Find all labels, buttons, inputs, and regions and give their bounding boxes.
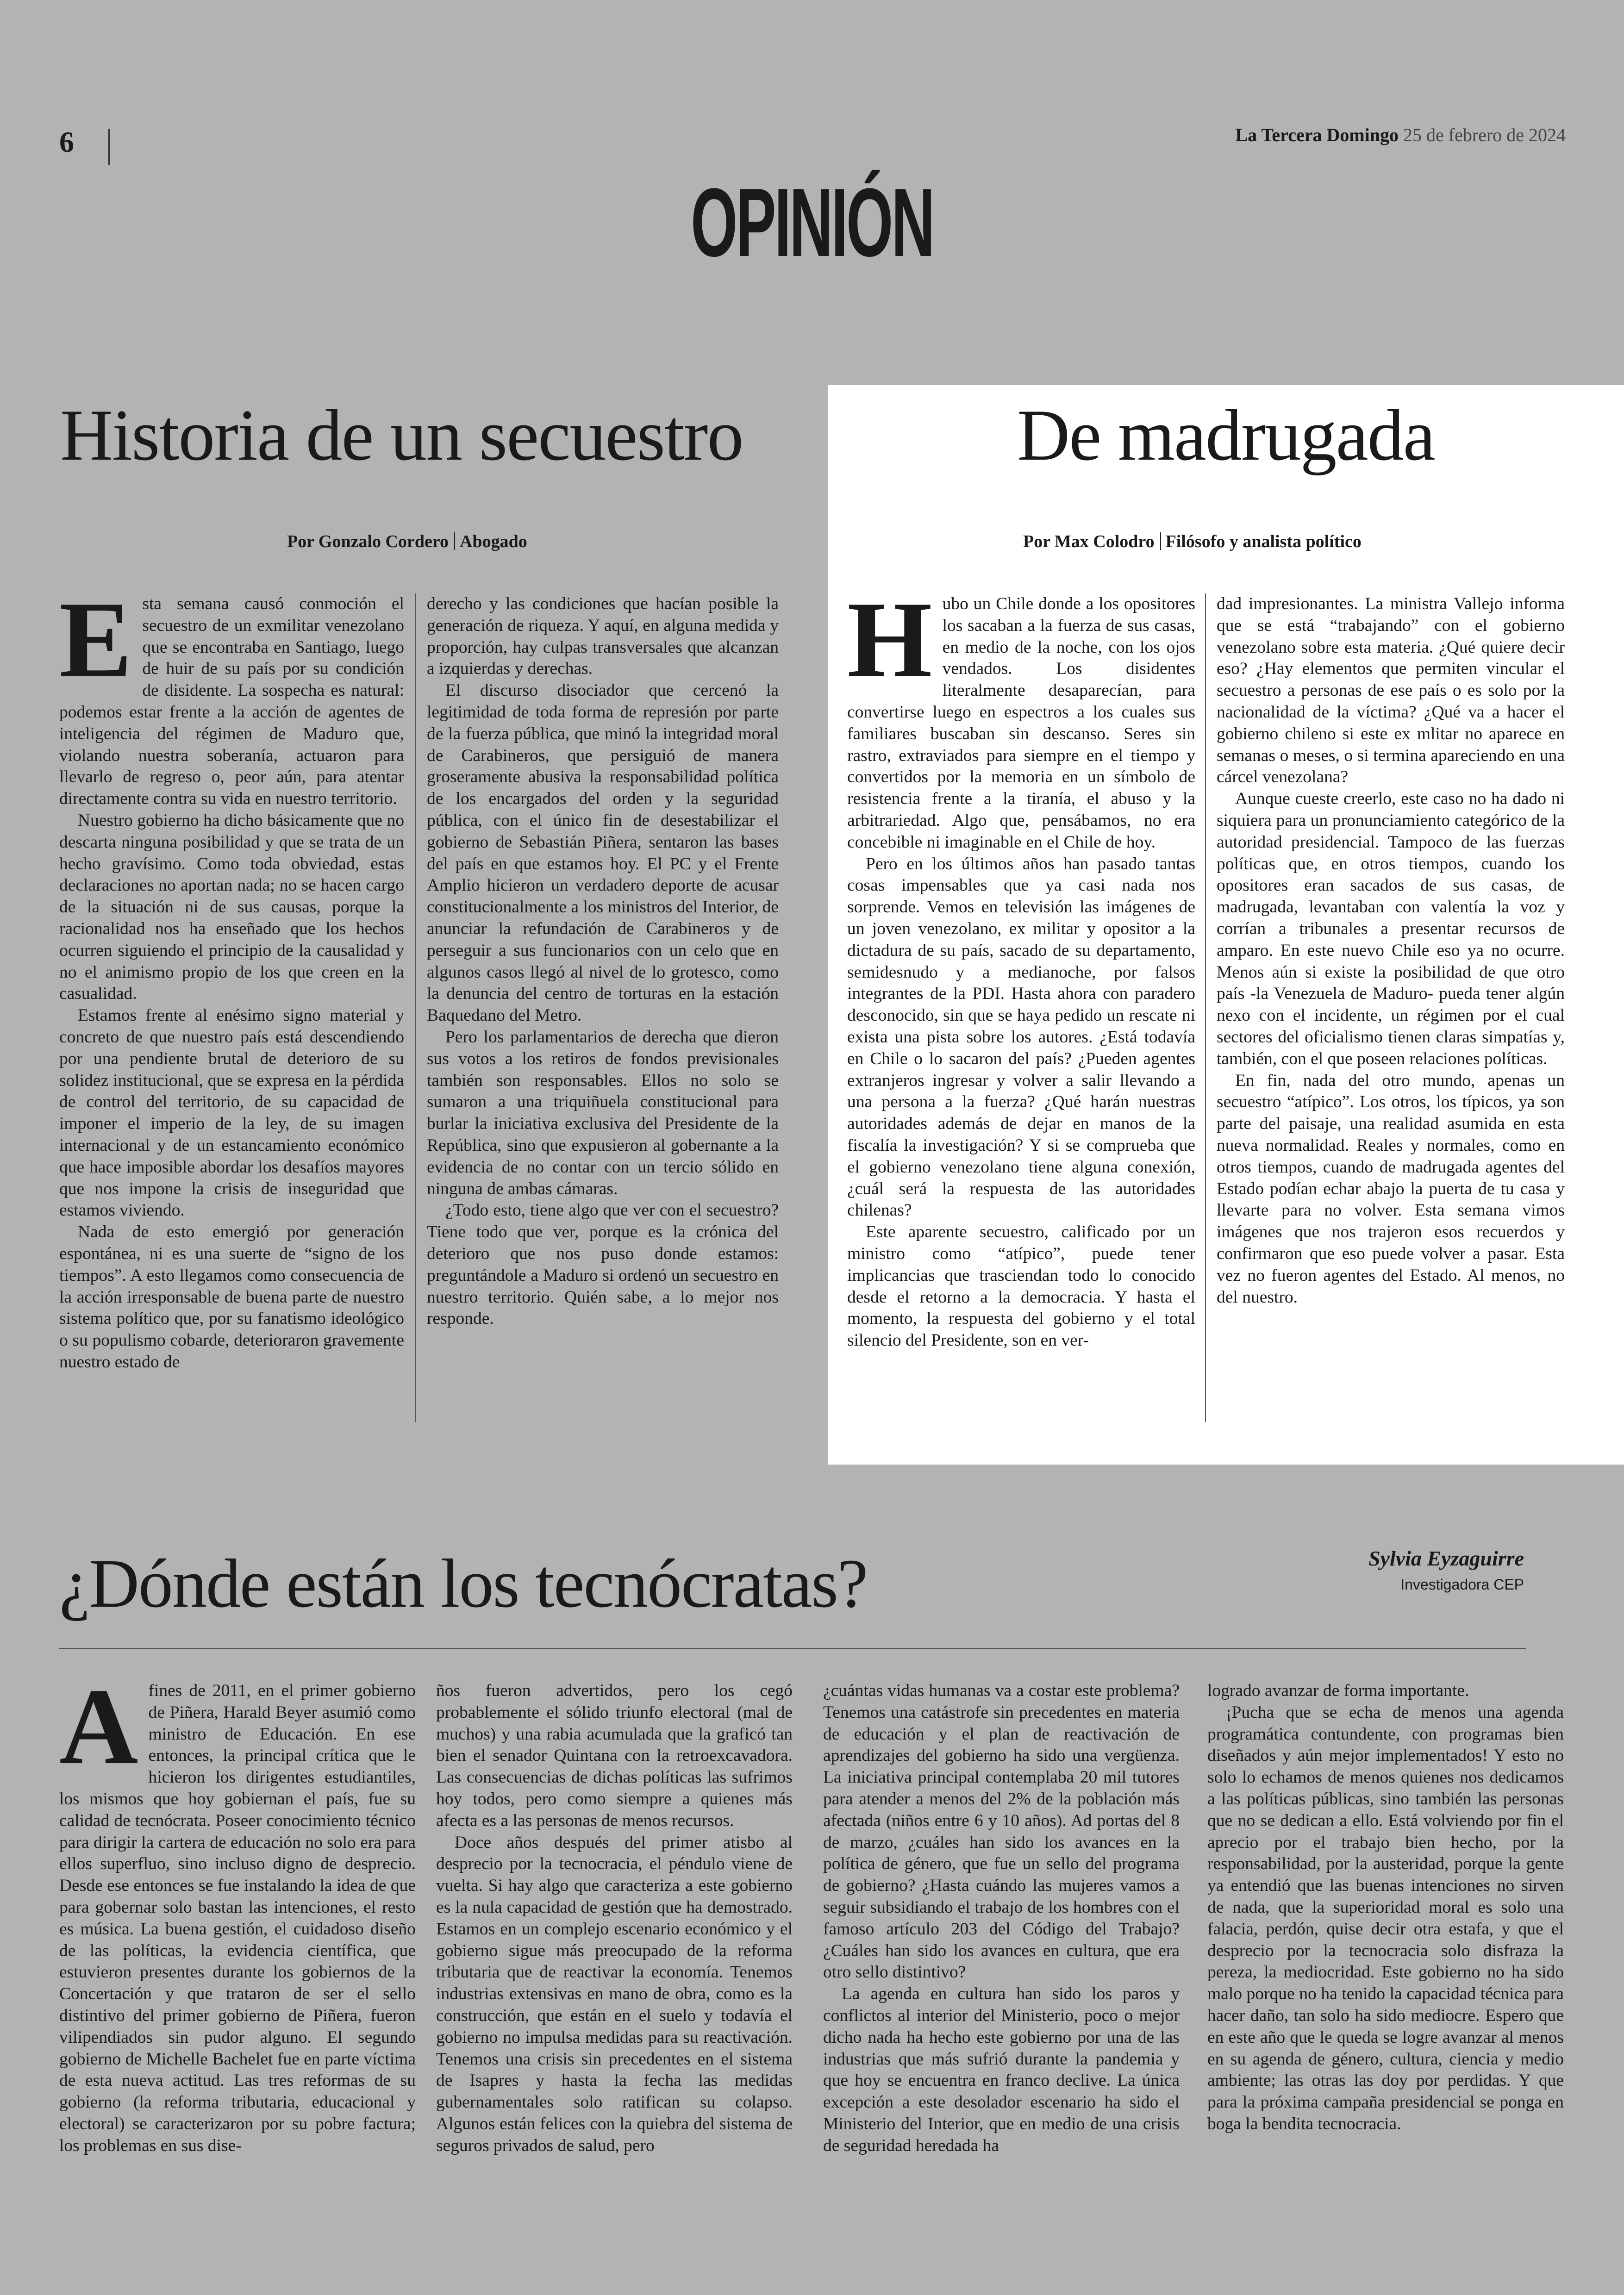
article-3-column-2 (436, 1680, 793, 2171)
paragraph: derecho y las condiciones que hacían posible la generación de riqueza. Y aquí, en alguna medida y proporción, hay culpas transversales que alcanzan a izquierdas y derechas. (427, 594, 779, 679)
masthead (1235, 124, 1566, 146)
article-3-rule (59, 1648, 1526, 1649)
page-number: 6 (59, 125, 74, 158)
paragraph: ños fueron advertidos, pero los cegó probablemente el sólido triunfo electoral (mal de muchos) y una rabia acumulada que la graficó tan bien el senador Quintana con la retroexcavadora. Las consecuencias de dichas políticas las sufrimos hoy todos, pero como siempre a quienes más afecta es a las personas de menos recursos. (436, 1681, 793, 1830)
article-2-role: Filósofo y analista político (1165, 532, 1362, 551)
paragraph: El discurso disociador que cercenó la legitimidad de toda forma de represión por parte de la fuerza pública, que minó la integridad moral de Carabineros, que persiguió de manera groseramente abusiva la responsabilidad política de los encargados del orden y la seguridad pública, con el único fin de desestabilizar el gobierno de Sebastián Piñera, sentaron las bases del país en que estamos hoy. El PC y el Frente Amplio hicieron un verdadero deporte de acusar constitucionalmente a los ministros del Interior, de anunciar la refundación de Carabineros y de perseguir a sus funcionarios con un celo que en algunos casos llegó al nivel de lo grotesco, como la denuncia del centro de torturas en la estación Baquedano del Metro. (427, 681, 779, 1025)
paragraph: La agenda en cultura han sido los paros y conflictos al interior del Ministerio, poco o mejor dicho nada ha hecho este gobierno por una de las industrias que más sufrió durante la pandemia y que hoy se encuentra en franco declive. La única excepción a este desolador escenario ha sido el Ministerio del Interior, que en medio de una crisis de seguridad heredada ha (823, 1984, 1180, 2155)
article-3-headline: ¿Dónde están los tecnócratas? (59, 1545, 868, 1622)
paragraph: logrado avanzar de forma importante. (1207, 1681, 1469, 1700)
article-2-column-1 (847, 593, 1195, 1427)
page-number-divider (108, 129, 110, 165)
masthead-name: La Tercera Domingo (1235, 125, 1399, 145)
paragraph: Aunque cueste creerlo, este caso no ha dado ni siquiera para un pronunciamiento categórico de la autoridad presidencial. Tampoco de las fuerzas políticas que, en otros tiempos, cuando los opositores eran sacados de sus casas, de madrugada, levantaban con valentía la voz y corrían a tribunales a presentar recursos de amparo. En este nuevo Chile eso ya no ocurre. Menos aún si existe la posibilidad de que otro país -la Venezuela de Maduro- pueda tener algún nexo con el incidente, un régimen por el cual sectores del oficialismo tienen claras simpatías y, también, con el que poseen relaciones políticas. (1217, 789, 1565, 1068)
paragraph: Nada de esto emergió por generación espontánea, ni es una suerte de “signo de los tiempos”. A esto llegamos como consecuencia de la acción irresponsable de buena parte de nuestro sistema político que, por su fanatismo ideológico o su populismo cobarde, deterioraron gravemente nuestro estado de (59, 1222, 404, 1372)
article-1-column-2 (427, 593, 779, 1427)
article-1-role: Abogado (460, 532, 527, 551)
paragraph: sta semana causó conmoción el secuestro de un exmilitar venezolano que se encontraba en Santiago, luego de huir de su país por su condición de disidente. La sospecha es natural: podemos estar frente a la acción de agentes de inteligencia del régimen de Maduro que, violando nuestra soberanía, actuaron para llevarlo de regreso o, peor aún, para atentar directamente contra su vida en nuestro territorio. (59, 594, 404, 809)
paragraph: Pero los parlamentarios de derecha que dieron sus votos a los retiros de fondos previsionales también son responsables. Ellos no solo se sumaron a una triquiñuela constitucional para burlar la iniciativa exclusiva del Presidente de la República, sino que expusieron al gobernante a la evidencia de no contar con un tercio sólido en ninguna de ambas cámaras. (427, 1027, 779, 1198)
byline-divider (454, 532, 455, 550)
article-2-column-1-text (847, 593, 1195, 1352)
masthead-date: 25 de febrero de 2024 (1403, 125, 1566, 145)
article-1-author: Por Gonzalo Cordero (287, 532, 449, 551)
article-2-headline: De madrugada (1017, 395, 1435, 476)
paragraph: Estamos frente al enésimo signo material y concreto de que nuestro país está descendiendo por una pendiente brutal de deterioro de su solidez institucional, que se expresa en la pérdida de control del territorio, de su capacidad de imponer el imperio de la ley, de su imagen internacional y de un estancamiento económico que hace imposible abordar los desafíos mayores que nos impone la crisis de inseguridad que estamos viviendo. (59, 1006, 404, 1220)
paragraph: Nuestro gobierno ha dicho básicamente que no descarta ninguna posibilidad y que se trata de un hecho gravísimo. Como toda obviedad, estas declaraciones no aportan nada; no se hacen cargo de la situación ni de sus causas, porque la racionalidad nos ha enseñado que los hechos ocurren siguiendo el principio de la causalidad y no el animismo propio de los que creen en la casualidad. (59, 811, 404, 1004)
paragraph: ¿cuántas vidas humanas va a costar este problema? Tenemos una catástrofe sin precedentes en materia de educación y el plan de reactivación de aprendizajes del gobierno ha sido una vergüenza. La iniciativa principal contemplaba 20 mil tutores para atender a menos del 2% de la población más afectada (niños entre 6 y 10 años). Ad portas del 8 de marzo, ¿cuáles han sido los avances en la política de género, que fue un sello del programa de gobierno? ¿Hasta cuándo las mujeres vamos a seguir subsidiando el trabajo de los hombres con el famoso artículo 203 del Código del Trabajo? ¿Cuáles han sido los avances en cultura, que era otro sello distintivo? (823, 1681, 1180, 1982)
article-2-byline (1023, 531, 1362, 552)
article-3-column-3 (823, 1680, 1180, 2171)
article-2-column-2 (1217, 593, 1565, 1427)
paragraph: ¡Pucha que se echa de menos una agenda programática contundente, con programas bien diseñados y aún mejor implementados! Y esto no solo lo echamos de menos quienes nos dedicamos a las políticas públicas, sino también las personas que no se dedican a ello. Está volviendo por fin el aprecio por el trabajo bien hecho, por la responsabilidad, por la austeridad, porque la gente ya entendió que las buenas intenciones no sirven de nada, que la superioridad moral es solo una falacia, perdón, quise decir otra estafa, y que el desprecio por la tecnocracia solo disfraza la pereza, la mediocridad. Este gobierno no ha sido malo porque no ha tenido la capacidad técnica para hacer daño, tan solo ha sido mediocre. Espero que en este año que le queda se logre avanzar al menos en su agenda de género, cultura, ciencia y medio ambiente; las otras las doy por perdidas. Y que para la próxima campaña presidencial se ponga en boga la bendita tecnocracia. (1207, 1703, 1564, 2133)
paragraph: fines de 2011, en el primer gobierno de Piñera, Harald Beyer asumió como ministro de Educación. En ese entonces, la principal crítica que le hicieron los dirigentes estudiantiles, los mismos que hoy gobiernan el país, fue su calidad de tecnócrata. Poseer conocimiento técnico para dirigir la cartera de educación no solo era para ellos superfluo, sino incluso digno de desprecio. Desde ese entonces se fue instalando la idea de que para gobernar solo bastan las intenciones, el resto es música. La buena gestión, el cuidadoso diseño de las políticas, la evidencia científica, que estuvieron presentes durante los gobiernos de la Concertación y que trataron de ser el sello distintivo del primer gobierno de Piñera, fueron vilipendiados sin pudor alguno. El segundo gobierno de Michelle Bachelet fue en parte víctima de esta nueva actitud. Las tres reformas de su gobierno (la reforma tributaria, educacional y electoral) se caracterizaron por su pobre factura; los problemas en sus dise- (59, 1681, 416, 2155)
article-3-author: Sylvia Eyzaguirre (1368, 1547, 1524, 1570)
paragraph: Este aparente secuestro, calificado por un ministro como “atípico”, puede tener implicancias que trasciendan todo lo conocido desde el retorno a la democracia. Y hasta el momento, la respuesta del gobierno y el total silencio del Presidente, son en ver- (847, 1222, 1195, 1350)
article-1-dropcap: E (59, 593, 132, 700)
article-1-column-1-text (59, 593, 404, 1373)
paragraph: Doce años después del primer atisbo al desprecio por la tecnocracia, el péndulo viene de vuelta. Si hay algo que caracteriza a este gobierno es la nula capacidad de gestión que ha demostrado. Estamos en un complejo escenario económico y el gobierno sigue más preocupado de la reforma tributaria que de reactivar la economía. Tenemos industrias extensivas en mano de obra, como es la construcción, que están en el suelo y todavía el gobierno no impulsa medidas para su reactivación. Tenemos una crisis sin precedentes en el sistema de Isapres y hasta la fecha las medidas gubernamentales solo ratifican su colapso. Algunos están felices con la quiebra del sistema de seguros privados de salud, pero (436, 1833, 793, 2155)
paragraph: ubo un Chile donde a los opositores los sacaban a la fuerza de sus casas, en medio de la noche, con los ojos vendados. Los disidentes literalmente desaparecían, para convertirse luego en espectros a los cuales sus familiares buscaban sin descanso. Seres sin rastro, extraviados para siempre en el tiempo y convertidos por la memoria en un símbolo de resistencia frente a la tiranía, el abuso y la arbitrariedad. Algo que, pensábamos, no era concebible ni imaginable en el Chile de hoy. (847, 594, 1195, 852)
paragraph: ¿Todo esto, tiene algo que ver con el secuestro? Tiene todo que ver, porque es la crónica del deterioro que nos puso donde estamos: preguntándole a Maduro si ordenó un secuestro en nuestro territorio. Quién sabe, a lo mejor nos responde. (427, 1201, 779, 1328)
column-divider (415, 593, 416, 1422)
section-title: OPINIÓN (691, 168, 933, 277)
paragraph: En fin, nada del otro mundo, apenas un secuestro “atípico”. Los otros, los típicos, ya son parte del paisaje, una realidad asumida en esta nueva normalidad. Reales y normales, como en otros tiempos, cuando de madrugada agentes del Estado podían echar abajo la puerta de tu casa y llevarte para no volver. Esta semana vimos imágenes que nos trajeron esos recuerdos y confirmaron que eso puede volver a pasar. Esta vez no fueron agentes del Estado. Al menos, no del nuestro. (1217, 1071, 1565, 1307)
article-3-column-1 (59, 1680, 416, 2171)
article-1-byline (287, 531, 527, 552)
article-1-column-1 (59, 593, 404, 1427)
article-2-author: Por Max Colodro (1023, 532, 1155, 551)
article-3-role: Investigadora CEP (1400, 1576, 1524, 1593)
article-3-column-4 (1207, 1680, 1564, 2171)
article-3-dropcap: A (59, 1680, 138, 1787)
article-1-headline: Historia de un secuestro (60, 395, 743, 476)
paragraph: dad impresionantes. La ministra Vallejo informa que se está “trabajando” con el gobierno venezolano sobre esta materia. ¿Qué quiere decir eso? ¿Hay elementos que permiten vincular el secuestro a personas de ese país o es solo por la nacionalidad de la víctima? ¿Qué va a hacer el gobierno chileno si este ex mlitar no aparece en semanas o meses, o si termina apareciendo en una cárcel venezolana? (1217, 594, 1565, 787)
byline-divider (1160, 532, 1161, 550)
article-2-dropcap: H (847, 593, 932, 700)
paragraph: Pero en los últimos años han pasado tantas cosas impensables que ya casi nada nos sorprende. Vemos en televisión las imágenes de un joven venezolano, ex militar y opositor a la dictadura de su país, sacado de su departamento, semidesnudo y a medianoche, por falsos integrantes de la PDI. Hasta ahora con paradero desconocido, sin que se haya pedido un rescate ni exista una pista sobre los autores. ¿Está todavía en Chile o lo sacaron del país? ¿Pueden agentes extranjeros ingresar y volver a salir llevando a una persona a la fuerza? ¿Qué harán nuestras autoridades además de dejar en manos de la fiscalía la investigación? Y si se comprueba que el gobierno venezolano tiene alguna conexión, ¿cuál será la respuesta de las autoridades chilenas? (847, 854, 1195, 1220)
column-divider (1205, 593, 1206, 1422)
article-3-author-block (1368, 1546, 1524, 1593)
